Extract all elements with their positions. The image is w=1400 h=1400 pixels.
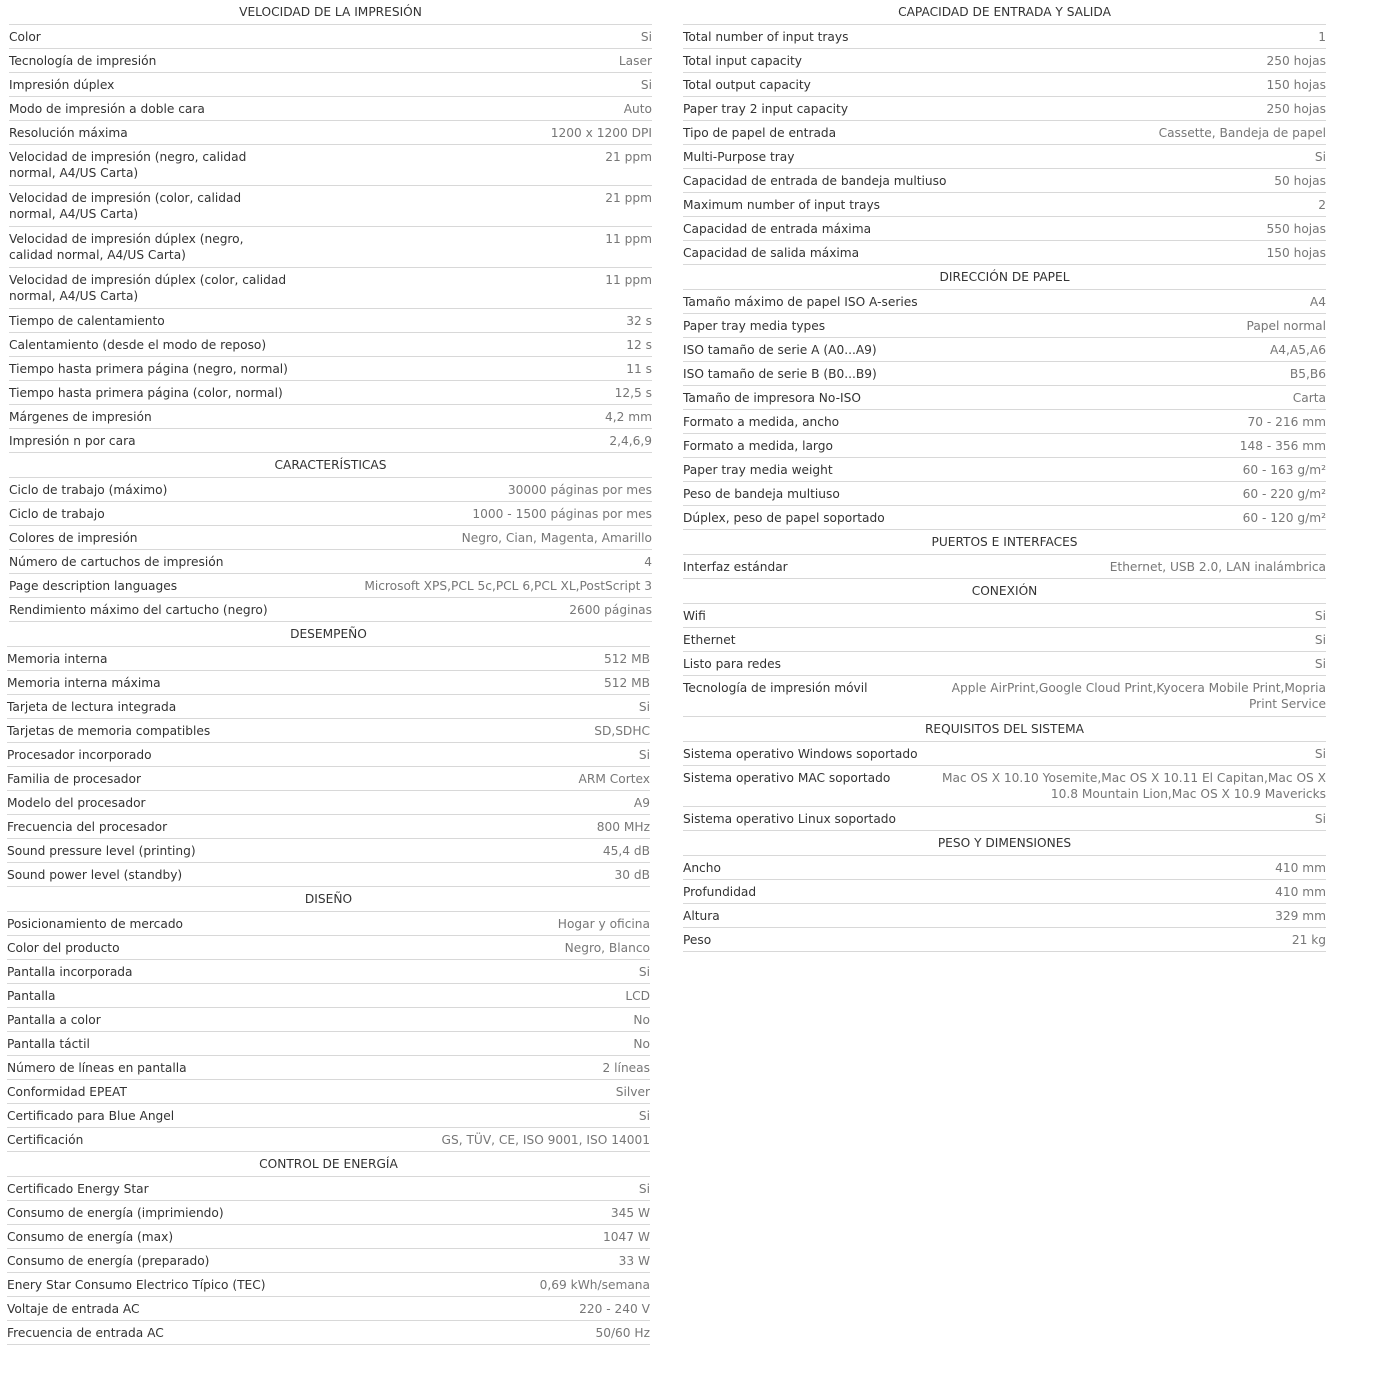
spec-label: Ciclo de trabajo [9, 507, 105, 521]
spec-label: Memoria interna máxima [7, 676, 161, 690]
spec-value: Si [1314, 657, 1326, 671]
spec-value: Si [640, 78, 652, 92]
spec-value: 550 hojas [1266, 222, 1326, 236]
spec-value: 2600 páginas [569, 603, 652, 617]
spec-value: 410 mm [1275, 885, 1326, 899]
spec-label: Número de cartuchos de impresión [9, 555, 224, 569]
spec-row [7, 1080, 650, 1104]
section-title: VELOCIDAD DE LA IMPRESIÓN [9, 0, 652, 25]
spec-section-desempeno [7, 622, 650, 887]
spec-label: Velocidad de impresión dúplex (color, calidad normal, A4/US Carta) [9, 273, 287, 303]
spec-label: Familia de procesador [7, 772, 141, 786]
spec-label: Ciclo de trabajo (máximo) [9, 483, 168, 497]
spec-label: Tipo de papel de entrada [683, 126, 837, 140]
spec-section-control-de-energia [7, 1152, 650, 1345]
spec-value: 512 MB [603, 652, 650, 666]
spec-row [7, 1104, 650, 1128]
spec-label: Total number of input trays [683, 30, 849, 44]
spec-row [7, 767, 650, 791]
spec-value: Auto [623, 102, 652, 116]
section-title: CARACTERÍSTICAS [9, 453, 652, 478]
spec-row [9, 186, 652, 227]
spec-value: Ethernet, USB 2.0, LAN inalámbrica [1109, 560, 1326, 574]
spec-row [9, 333, 652, 357]
spec-value: 512 MB [603, 676, 650, 690]
spec-label: Peso de bandeja multiuso [683, 487, 840, 501]
spec-row [7, 1321, 650, 1345]
spec-label: Capacidad de entrada de bandeja multiuso [683, 174, 947, 188]
spec-row [683, 145, 1326, 169]
section-title: REQUISITOS DEL SISTEMA [683, 717, 1326, 742]
spec-value: Si [638, 1182, 650, 1196]
spec-value: Papel normal [1246, 319, 1326, 333]
spec-section-caracteristicas [9, 453, 652, 622]
spec-value: 60 - 120 g/m² [1242, 511, 1326, 525]
spec-label: Voltaje de entrada AC [7, 1302, 140, 1316]
spec-row [7, 1008, 650, 1032]
spec-label: Certificación [7, 1133, 84, 1147]
spec-label: Formato a medida, largo [683, 439, 833, 453]
spec-value: 4,2 mm [604, 410, 652, 424]
spec-row [7, 984, 650, 1008]
spec-row [683, 555, 1326, 579]
section-title: CONEXIÓN [683, 579, 1326, 604]
spec-label: Peso [683, 933, 712, 947]
spec-row [7, 1249, 650, 1273]
spec-row [683, 97, 1326, 121]
spec-row [683, 217, 1326, 241]
spec-value: 30000 páginas por mes [507, 483, 652, 497]
spec-value: 329 mm [1275, 909, 1326, 923]
spec-value: Si [1314, 633, 1326, 647]
spec-label: Sistema operativo Linux soportado [683, 812, 897, 826]
spec-label: Enery Star Consumo Electrico Típico (TEC) [7, 1278, 266, 1292]
spec-value: Si [638, 965, 650, 979]
spec-label: Rendimiento máximo del cartucho (negro) [9, 603, 268, 617]
spec-value: A9 [633, 796, 650, 810]
spec-value: No [633, 1013, 650, 1027]
spec-value: 2,4,6,9 [609, 434, 652, 448]
spec-row [683, 49, 1326, 73]
spec-label: Capacidad de entrada máxima [683, 222, 872, 236]
spec-row [683, 676, 1326, 717]
spec-label: Tiempo hasta primera página (negro, normal) [9, 362, 288, 376]
spec-label: Frecuencia de entrada AC [7, 1326, 164, 1340]
spec-value: 1000 - 1500 páginas por mes [472, 507, 652, 521]
spec-label: Certificado para Blue Angel [7, 1109, 175, 1123]
spec-row [7, 791, 650, 815]
section-title: CONTROL DE ENERGÍA [7, 1152, 650, 1177]
spec-label: Total input capacity [683, 54, 803, 68]
section-title: DIRECCIÓN DE PAPEL [683, 265, 1326, 290]
spec-label: Sistema operativo Windows soportado [683, 747, 918, 761]
spec-row [7, 912, 650, 936]
section-title: CAPACIDAD DE ENTRADA Y SALIDA [683, 0, 1326, 25]
spec-value: Si [638, 748, 650, 762]
spec-row [683, 410, 1326, 434]
spec-value: Silver [615, 1085, 650, 1099]
spec-label: Paper tray 2 input capacity [683, 102, 849, 116]
spec-label: Tecnología de impresión [9, 54, 157, 68]
spec-section-velocidad-de-la-impresion [9, 0, 652, 453]
spec-label: Resolución máxima [9, 126, 128, 140]
spec-value: 2 [1318, 198, 1326, 212]
spec-row [683, 506, 1326, 530]
spec-value: 33 W [618, 1254, 650, 1268]
spec-label: Dúplex, peso de papel soportado [683, 511, 885, 525]
spec-label: Tiempo de calentamiento [9, 314, 165, 328]
spec-row [683, 807, 1326, 831]
spec-row [7, 1273, 650, 1297]
spec-value: Apple AirPrint,Google Cloud Print,Kyocera Mobile Print,Mopria Print Service [951, 681, 1326, 711]
spec-value: 220 - 240 V [579, 1302, 650, 1316]
spec-row [683, 314, 1326, 338]
spec-value: 45,4 dB [602, 844, 650, 858]
spec-row [7, 1128, 650, 1152]
spec-value: Si [640, 30, 652, 44]
spec-row [9, 574, 652, 598]
spec-label: ISO tamaño de serie B (B0...B9) [683, 367, 877, 381]
spec-value: 60 - 163 g/m² [1242, 463, 1326, 477]
section-title: DISEÑO [7, 887, 650, 912]
spec-label: Consumo de energía (imprimiendo) [7, 1206, 224, 1220]
spec-label: Número de líneas en pantalla [7, 1061, 187, 1075]
spec-label: Color del producto [7, 941, 120, 955]
spec-label: Pantalla a color [7, 1013, 101, 1027]
spec-value: No [633, 1037, 650, 1051]
spec-row [683, 458, 1326, 482]
spec-row [9, 357, 652, 381]
spec-label: Paper tray media weight [683, 463, 833, 477]
spec-label: Pantalla incorporada [7, 965, 133, 979]
spec-value: A4,A5,A6 [1269, 343, 1326, 357]
spec-value: 150 hojas [1266, 78, 1326, 92]
spec-row [9, 502, 652, 526]
spec-value: 32 s [626, 314, 652, 328]
spec-value: Si [1314, 150, 1326, 164]
section-title: DESEMPEÑO [7, 622, 650, 647]
spec-value: Microsoft XPS,PCL 5c,PCL 6,PCL XL,PostScript 3 [364, 579, 652, 593]
spec-value: Hogar y oficina [557, 917, 650, 931]
spec-label: ISO tamaño de serie A (A0...A9) [683, 343, 877, 357]
spec-value: Mac OS X 10.10 Yosemite,Mac OS X 10.11 El Capitan,Mac OS X 10.8 Mountain Lion,Mac OS X 10.9 Mavericks [941, 771, 1326, 801]
spec-value: 11 s [626, 362, 652, 376]
spec-label: Certificado Energy Star [7, 1182, 149, 1196]
spec-label: Color [9, 30, 41, 44]
spec-section-peso-y-dimensiones [683, 831, 1326, 952]
spec-label: Pantalla [7, 989, 56, 1003]
spec-value: 250 hojas [1266, 102, 1326, 116]
spec-row [683, 241, 1326, 265]
spec-row [9, 309, 652, 333]
spec-row [683, 338, 1326, 362]
spec-row [7, 815, 650, 839]
spec-label: Tamaño máximo de papel ISO A-series [683, 295, 918, 309]
spec-value: SD,SDHC [594, 724, 650, 738]
spec-row [9, 478, 652, 502]
spec-value: 2 líneas [602, 1061, 650, 1075]
spec-value: 4 [644, 555, 652, 569]
spec-label: Modo de impresión a doble cara [9, 102, 205, 116]
spec-row [683, 362, 1326, 386]
spec-value: Laser [618, 54, 652, 68]
spec-section-puertos-e-interfaces [683, 530, 1326, 579]
spec-row [7, 1225, 650, 1249]
spec-value: 12 s [626, 338, 652, 352]
spec-section-conexion [683, 579, 1326, 717]
spec-row [9, 97, 652, 121]
spec-row [9, 429, 652, 453]
spec-value: Si [638, 1109, 650, 1123]
spec-row [683, 434, 1326, 458]
spec-label: Pantalla táctil [7, 1037, 90, 1051]
spec-label: Sound pressure level (printing) [7, 844, 196, 858]
spec-row [9, 381, 652, 405]
spec-value: 21 kg [1291, 933, 1326, 947]
spec-value: B5,B6 [1289, 367, 1326, 381]
spec-row [9, 227, 652, 268]
spec-value: 12,5 s [614, 386, 652, 400]
spec-section-capacidad-de-entrada-y-salida [683, 0, 1326, 265]
spec-row [683, 904, 1326, 928]
spec-value: Si [1314, 747, 1326, 761]
spec-row [7, 1056, 650, 1080]
spec-label: Consumo de energía (preparado) [7, 1254, 210, 1268]
spec-label: Procesador incorporado [7, 748, 152, 762]
spec-label: Interfaz estándar [683, 560, 788, 574]
spec-label: Velocidad de impresión dúplex (negro, calidad normal, A4/US Carta) [9, 232, 244, 262]
spec-value: 11 ppm [605, 273, 652, 287]
spec-row [9, 268, 652, 309]
spec-value: 21 ppm [605, 150, 652, 164]
spec-row [9, 598, 652, 622]
spec-value: Negro, Blanco [564, 941, 650, 955]
spec-label: Maximum number of input trays [683, 198, 881, 212]
spec-row [683, 604, 1326, 628]
spec-row [683, 482, 1326, 506]
spec-section-direccion-de-papel [683, 265, 1326, 530]
spec-row [9, 49, 652, 73]
spec-section-requisitos-del-sistema [683, 717, 1326, 831]
spec-value: 50/60 Hz [595, 1326, 650, 1340]
spec-label: Consumo de energía (max) [7, 1230, 174, 1244]
spec-row [683, 928, 1326, 952]
spec-label: Impresión dúplex [9, 78, 115, 92]
spec-label: Total output capacity [683, 78, 811, 92]
spec-label: Modelo del procesador [7, 796, 146, 810]
spec-label: Calentamiento (desde el modo de reposo) [9, 338, 267, 352]
spec-row [683, 386, 1326, 410]
spec-value: 345 W [610, 1206, 650, 1220]
spec-label: Conformidad EPEAT [7, 1085, 127, 1099]
spec-row [7, 936, 650, 960]
spec-value: 60 - 220 g/m² [1242, 487, 1326, 501]
spec-row [683, 121, 1326, 145]
spec-label: Tamaño de impresora No-ISO [683, 391, 861, 405]
spec-label: Velocidad de impresión (negro, calidad normal, A4/US Carta) [9, 150, 247, 180]
spec-row [683, 652, 1326, 676]
spec-row [9, 550, 652, 574]
spec-row [7, 647, 650, 671]
spec-value: Si [1314, 609, 1326, 623]
spec-value: 21 ppm [605, 191, 652, 205]
spec-value: ARM Cortex [578, 772, 650, 786]
spec-value: Negro, Cian, Magenta, Amarillo [461, 531, 652, 545]
spec-value: 30 dB [614, 868, 650, 882]
spec-label: Tarjeta de lectura integrada [7, 700, 177, 714]
spec-value: 0,69 kWh/semana [539, 1278, 650, 1292]
spec-value: 250 hojas [1266, 54, 1326, 68]
spec-row [7, 1201, 650, 1225]
spec-label: Memoria interna [7, 652, 108, 666]
spec-value: Si [638, 700, 650, 714]
spec-row [683, 73, 1326, 97]
spec-value: 1 [1318, 30, 1326, 44]
spec-row [7, 671, 650, 695]
spec-row [683, 856, 1326, 880]
spec-label: Multi-Purpose tray [683, 150, 795, 164]
spec-value: Cassette, Bandeja de papel [1158, 126, 1326, 140]
spec-label: Tarjetas de memoria compatibles [7, 724, 211, 738]
spec-row [7, 743, 650, 767]
spec-row [7, 839, 650, 863]
spec-label: Impresión n por cara [9, 434, 136, 448]
spec-label: Posicionamiento de mercado [7, 917, 184, 931]
spec-label: Altura [683, 909, 720, 923]
spec-label: Profundidad [683, 885, 757, 899]
spec-row [683, 742, 1326, 766]
spec-row [7, 719, 650, 743]
spec-value: 1047 W [603, 1230, 650, 1244]
spec-value: 150 hojas [1266, 246, 1326, 260]
spec-row [9, 526, 652, 550]
spec-value: 1200 x 1200 DPI [550, 126, 652, 140]
spec-label: Paper tray media types [683, 319, 826, 333]
spec-row [7, 863, 650, 887]
spec-row [683, 290, 1326, 314]
spec-row [9, 73, 652, 97]
spec-label: Listo para redes [683, 657, 782, 671]
spec-value: 70 - 216 mm [1247, 415, 1326, 429]
spec-value: 800 MHz [596, 820, 650, 834]
spec-label: Tecnología de impresión móvil [683, 681, 868, 695]
spec-row [683, 628, 1326, 652]
spec-row [9, 25, 652, 49]
spec-label: Colores de impresión [9, 531, 138, 545]
spec-value: 50 hojas [1274, 174, 1326, 188]
spec-value: 148 - 356 mm [1239, 439, 1326, 453]
spec-row [9, 405, 652, 429]
spec-label: Ethernet [683, 633, 736, 647]
spec-label: Formato a medida, ancho [683, 415, 840, 429]
spec-column-right [683, 0, 1326, 952]
section-title: PUERTOS E INTERFACES [683, 530, 1326, 555]
spec-label: Wifi [683, 609, 706, 623]
spec-row [9, 121, 652, 145]
spec-section-diseno [7, 887, 650, 1152]
spec-row [683, 766, 1326, 807]
spec-row [683, 880, 1326, 904]
spec-row [683, 25, 1326, 49]
spec-label: Sound power level (standby) [7, 868, 183, 882]
spec-value: GS, TÜV, CE, ISO 9001, ISO 14001 [441, 1133, 650, 1147]
spec-label: Frecuencia del procesador [7, 820, 168, 834]
spec-row [7, 960, 650, 984]
spec-value: 11 ppm [605, 232, 652, 246]
spec-label: Márgenes de impresión [9, 410, 152, 424]
spec-label: Page description languages [9, 579, 178, 593]
spec-row [7, 1032, 650, 1056]
spec-label: Velocidad de impresión (color, calidad normal, A4/US Carta) [9, 191, 242, 221]
spec-column-left [9, 0, 652, 1345]
spec-row [9, 145, 652, 186]
spec-value: A4 [1309, 295, 1326, 309]
spec-label: Ancho [683, 861, 721, 875]
spec-row [7, 1297, 650, 1321]
spec-row [683, 169, 1326, 193]
spec-value: 410 mm [1275, 861, 1326, 875]
spec-row [7, 695, 650, 719]
spec-label: Capacidad de salida máxima [683, 246, 860, 260]
spec-label: Sistema operativo MAC soportado [683, 771, 891, 785]
spec-value: Carta [1292, 391, 1326, 405]
spec-row [683, 193, 1326, 217]
spec-value: Si [1314, 812, 1326, 826]
spec-value: LCD [625, 989, 650, 1003]
spec-label: Tiempo hasta primera página (color, normal) [9, 386, 283, 400]
section-title: PESO Y DIMENSIONES [683, 831, 1326, 856]
spec-row [7, 1177, 650, 1201]
